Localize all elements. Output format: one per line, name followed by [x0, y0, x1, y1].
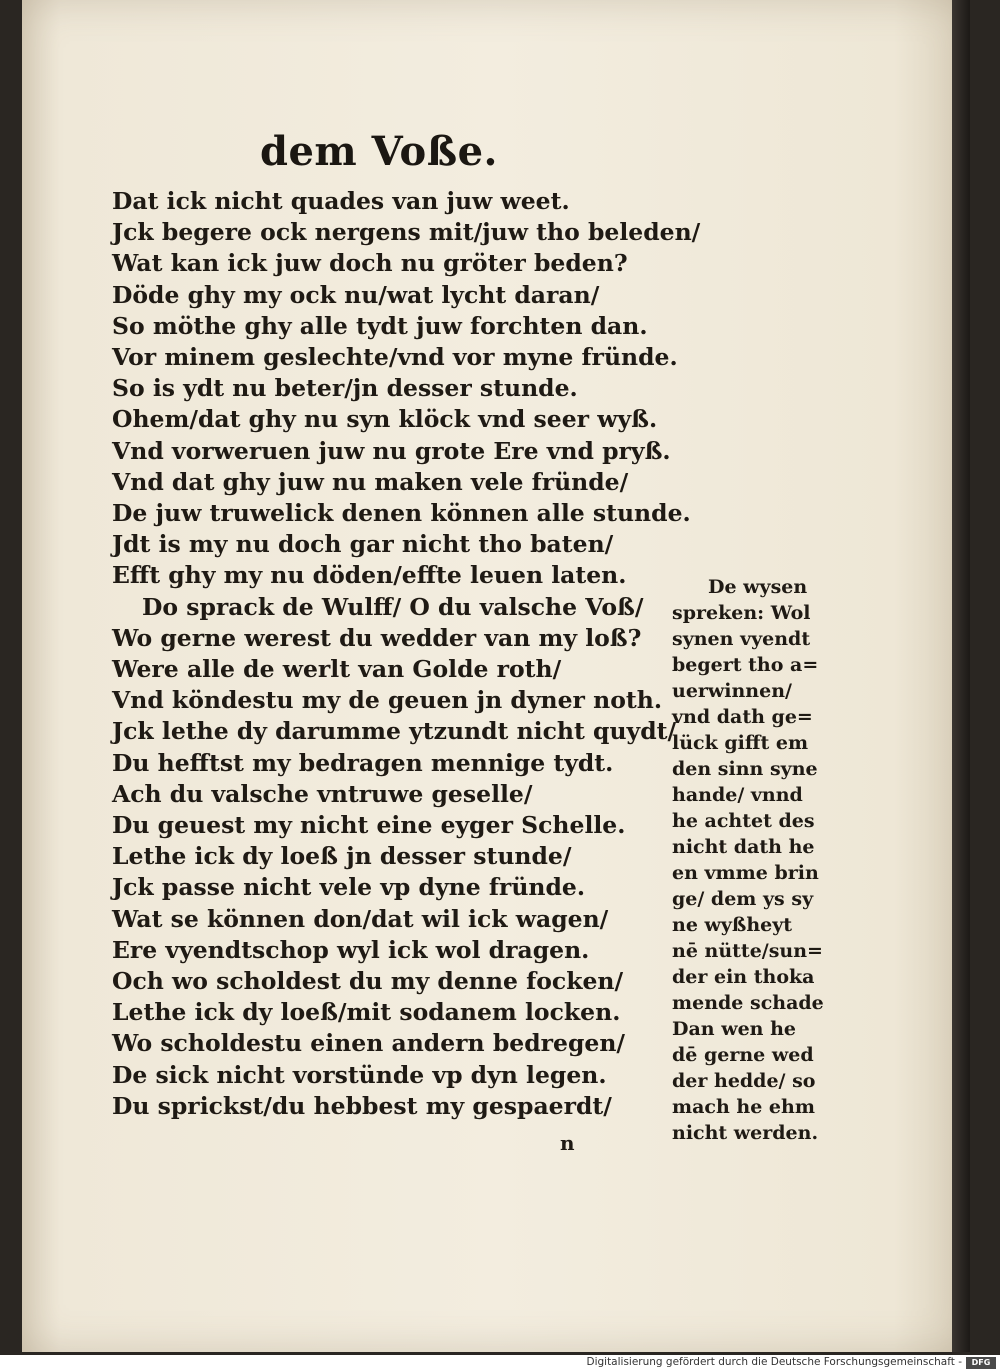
verse-line: Efft ghy my nu döden/effte leuen laten.: [112, 561, 627, 590]
gloss-line: nē nütte/sun=: [672, 940, 823, 962]
gloss-line: der hedde/ so: [672, 1070, 816, 1092]
verse-line: Dat ick nicht quades van juw weet.: [112, 187, 570, 215]
gloss-line: den sinn syne: [672, 758, 818, 780]
verse-line: So is ydt nu beter/jn desser stunde.: [112, 374, 578, 403]
verse-line: De sick nicht vorstünde vp dyn legen.: [112, 1060, 607, 1089]
verse-line: De juw truwelick denen können alle stunde.: [112, 499, 691, 528]
verse-line: Jck lethe dy darumme ytzundt nicht quydt/: [112, 717, 677, 746]
gloss-line: uerwinnen/: [672, 680, 792, 702]
gloss-line: synen vyendt: [672, 628, 811, 650]
verse-line: Wo scholdestu einen andern bedregen/: [112, 1029, 626, 1058]
gloss-line: he achtet des: [672, 810, 815, 832]
verse-line: Jdt is my nu doch gar nicht tho baten/: [112, 530, 614, 559]
verse-line: Vnd köndestu my de geuen jn dyner noth.: [112, 686, 663, 715]
gloss-line: nicht werden.: [672, 1122, 819, 1144]
gloss-line: Dan wen he: [672, 1018, 796, 1040]
verse-line: Ach du valsche vntruwe geselle/: [112, 779, 533, 808]
gloss-line: mende schade: [672, 992, 824, 1014]
verse-line: Och wo scholdest du my denne focken/: [112, 967, 624, 996]
gloss-line: dē gerne wed: [672, 1044, 814, 1066]
gloss-line: ne wyßheyt: [672, 914, 793, 936]
digitization-footer: [0, 1355, 1000, 1371]
running-head: dem Voße.: [260, 128, 498, 175]
gloss-line: der ein thoka: [672, 966, 815, 988]
gloss-line: en vmme brin: [672, 862, 819, 884]
verse-line: Vnd dat ghy juw nu maken vele fründe/: [112, 467, 629, 496]
verse-line: Döde ghy my ock nu/wat lycht daran/: [112, 280, 600, 309]
verse-line: Wo gerne werest du wedder van my loß?: [112, 623, 642, 652]
dfg-logo: DFG: [966, 1357, 996, 1369]
verse-line: Wat se können don/dat wil ick wagen/: [112, 904, 609, 933]
gloss-line: spreken: Wol: [672, 602, 811, 624]
gloss-line: vnd dath ge=: [672, 706, 813, 728]
gloss-line: De wysen: [708, 576, 808, 598]
signature-mark: n: [560, 1131, 575, 1155]
marginal-gloss: [672, 574, 822, 1146]
footer-credit: Digitalisierung gefördert durch die Deutsche Forschungsgemeinschaft -: [586, 1356, 962, 1368]
gloss-line: lück gifft em: [672, 732, 809, 754]
page-edge-shadow: [952, 0, 970, 1352]
verse-text-block: [112, 186, 701, 1122]
verse-line: Lethe ick dy loeß/mit sodanem locken.: [112, 998, 621, 1027]
verse-line: Du geuest my nicht eine eyger Schelle.: [112, 811, 626, 840]
verse-line: Vor minem geslechte/vnd vor myne fründe.: [112, 343, 678, 372]
gloss-line: mach he ehm: [672, 1096, 815, 1118]
gloss-line: begert tho a=: [672, 654, 819, 676]
verse-line: So möthe ghy alle tydt juw forchten dan.: [112, 311, 648, 340]
gloss-line: hande/ vnnd: [672, 784, 803, 806]
verse-line: Wat kan ick juw doch nu gröter beden?: [112, 249, 628, 278]
verse-line: Ohem/dat ghy nu syn klöck vnd seer wyß.: [112, 405, 658, 434]
verse-line: Ere vyendtschop wyl ick wol dragen.: [112, 935, 590, 964]
verse-line: Do sprack de Wulff/ O du valsche Voß/: [142, 592, 644, 621]
verse-line: Du hefftst my bedragen mennige tydt.: [112, 748, 614, 777]
gloss-line: ge/ dem ys sy: [672, 888, 814, 910]
verse-line: Lethe ick dy loeß jn desser stunde/: [112, 842, 572, 871]
gloss-line: nicht dath he: [672, 836, 815, 858]
verse-line: Jck begere ock nergens mit/juw tho beleden/: [112, 218, 701, 247]
verse-line: Vnd vorweruen juw nu grote Ere vnd pryß.: [112, 436, 671, 465]
verse-line: Were alle de werlt van Golde roth/: [112, 655, 562, 684]
verse-line: Du sprickst/du hebbest my gespaerdt/: [112, 1091, 612, 1120]
verse-line: Jck passe nicht vele vp dyne fründe.: [112, 873, 586, 902]
